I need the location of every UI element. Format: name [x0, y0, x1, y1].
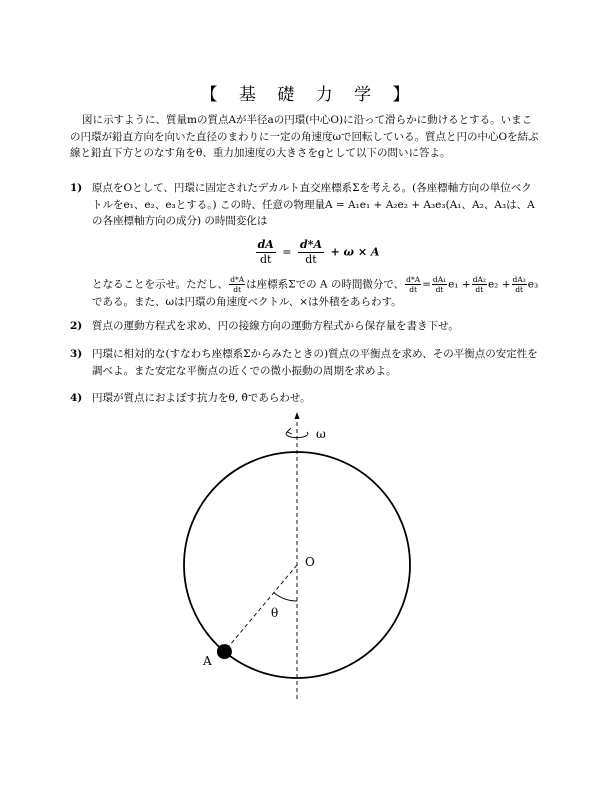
- fraction-numerator: dA: [257, 237, 274, 251]
- question-text: e₁ +: [448, 278, 471, 290]
- rotation-arrow-icon: [287, 428, 292, 434]
- question-text: 原点をOとして、円環に固定されたデカルト直交座標系Σを考える。(各座標軸方向の単位ベクトルをe₁、e₂、e₃とする。) この時、任意の物理量A = A₁e₁ + A₂e₂ + A₃e₃(A₁、A₂、A₃は、Aの各座標軸方向の成分) の時間変化は: [92, 182, 535, 227]
- question-number: 2): [70, 320, 83, 332]
- title-char: 基: [238, 85, 258, 105]
- title-char: 力: [315, 85, 335, 105]
- question-text: =: [422, 278, 431, 290]
- question-number: 4): [70, 392, 83, 404]
- fraction-denominator: dt: [305, 252, 317, 266]
- fraction-numerator: dA₂: [472, 274, 486, 284]
- fraction-numerator: dA₁: [432, 274, 447, 284]
- center-label: O: [305, 555, 315, 569]
- theta-label: θ: [271, 606, 279, 620]
- question-number: 1): [70, 182, 83, 194]
- fraction-numerator: d*A: [300, 237, 322, 251]
- mass-point: [217, 644, 232, 659]
- question-number: 3): [70, 348, 83, 360]
- question-text: 円環に相対的な(すなわち座標系Σからみたときの)質点の平衡点を求め、その平衡点の安定性を調べよ。また安定な平衡点の近くでの微小振動の周期を求めよ。: [92, 348, 538, 377]
- title-char: 礎: [277, 85, 297, 105]
- intro-paragraph: 図に示すように、質量mの質点Aが半径aの円環(中心O)に沿って滑らかに動けるとする。いまこの円環が鉛直方向を向いた直径のまわりに一定の角速度ωで回転している。質点と円の中心Oを結ぶ線と鉛直下方とのなす角をθ、重力加速度の大きさをgとして以下の問いに答よ。: [70, 114, 539, 159]
- fraction-numerator: dA₃: [512, 274, 526, 284]
- fraction-denominator: dt: [435, 284, 444, 294]
- title-char: 学: [354, 85, 374, 105]
- omega-label: ω: [316, 427, 326, 441]
- fraction-denominator: dt: [515, 284, 524, 294]
- radius-line: [224, 565, 297, 652]
- fraction-denominator: dt: [233, 284, 242, 294]
- fraction-denominator: dt: [409, 284, 418, 294]
- title-bracket-close: 】: [392, 85, 412, 105]
- fraction-numerator: d*A: [406, 274, 421, 284]
- fraction-numerator: d*A: [230, 274, 245, 284]
- theta-arc: [274, 593, 297, 601]
- question-text: 円環が質点におよぼす抗力をθ, θ̇であらわせ。: [92, 392, 311, 404]
- question-text: e₂ +: [487, 278, 511, 290]
- fraction-denominator: dt: [475, 284, 484, 294]
- equation-tail: + ω × A: [330, 245, 380, 258]
- equals-sign: =: [282, 245, 292, 258]
- fraction-denominator: dt: [259, 252, 272, 266]
- question-text: となることを示せ。ただし、: [92, 278, 229, 290]
- question-text: は座標系Σでの A の時間微分で、: [246, 278, 405, 290]
- question-text: 質点の運動方程式を求め、円の接線方向の運動方程式から保存量を書き下せ。: [92, 320, 459, 332]
- question-text: e₃である。また、ωは円環の角速度ベクトル、×は外積をあらわす。: [92, 278, 539, 308]
- axis-arrow-icon: [295, 412, 300, 419]
- title-bracket-open: 【: [200, 85, 220, 105]
- mass-label: A: [203, 654, 212, 668]
